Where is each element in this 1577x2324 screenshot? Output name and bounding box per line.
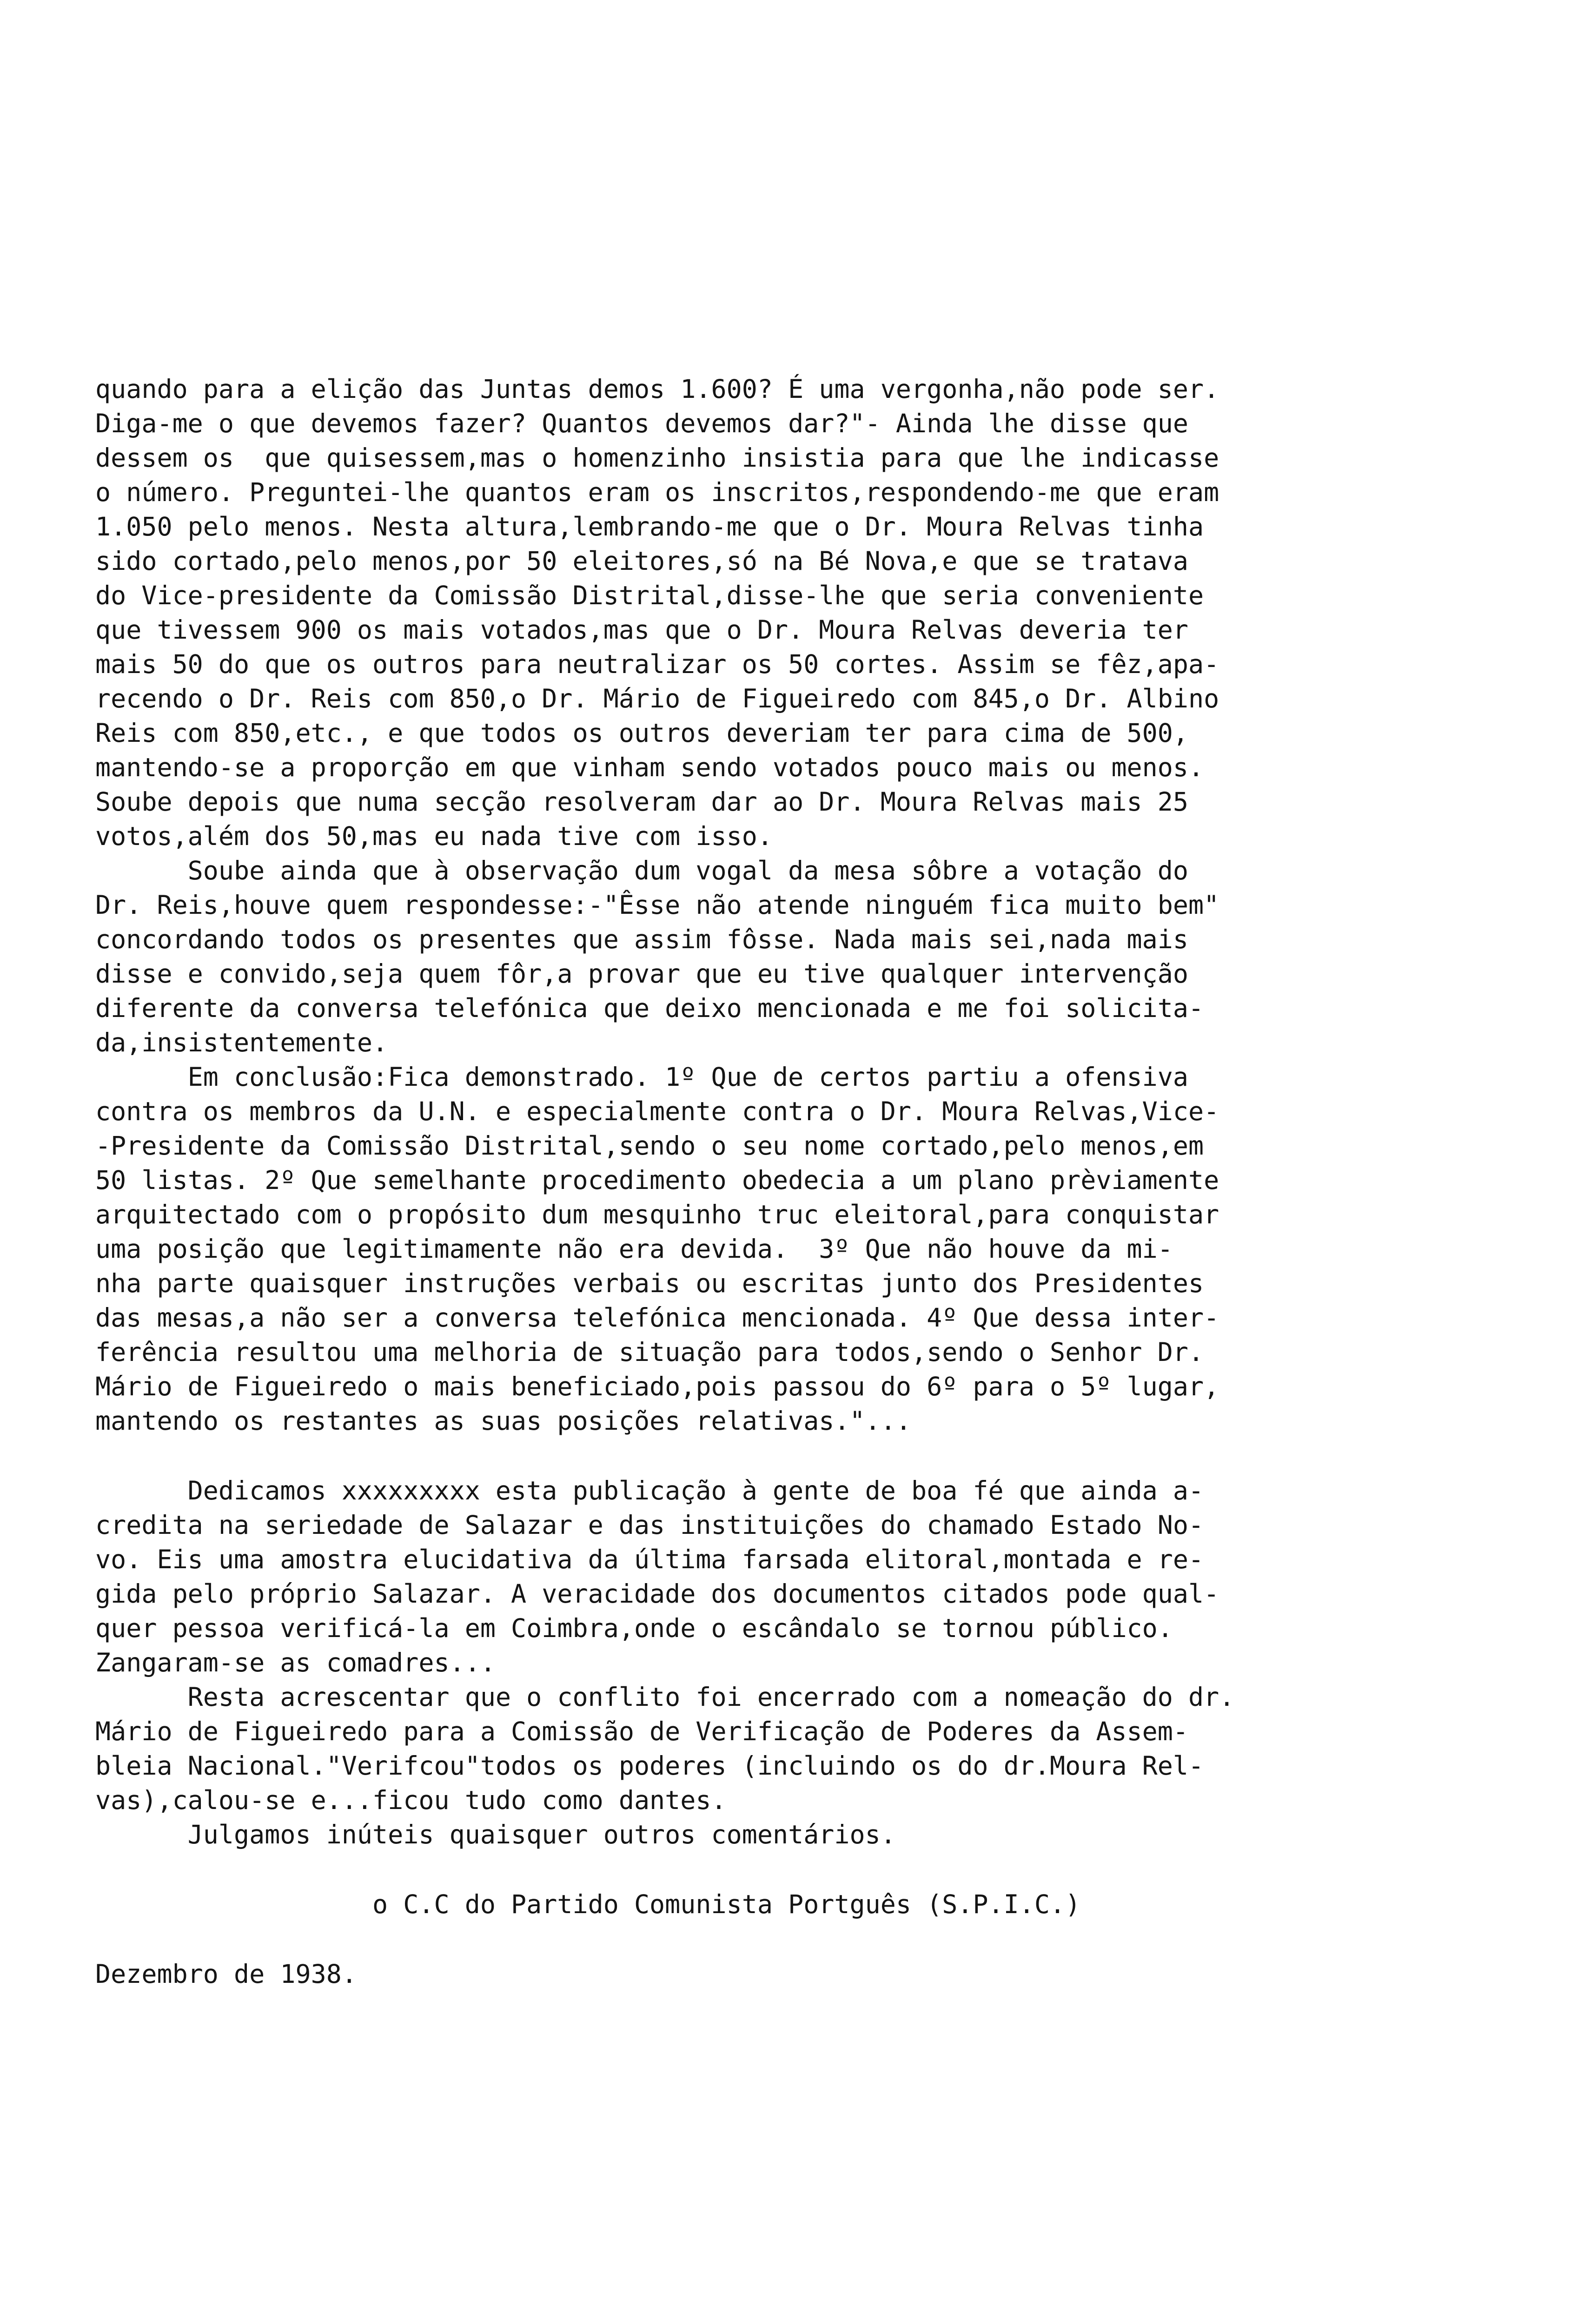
text-line: Mário de Figueiredo para a Comissão de Verificação de Poderes da Assem- [95,1717,1189,1746]
date-line: Dezembro de 1938. [95,1959,357,1989]
text-line: mantendo os restantes as suas posições relativas."... [95,1406,911,1436]
text-line: vas),calou-se e...ficou tudo como dantes. [95,1785,727,1815]
typewritten-text [95,372,1453,1991]
text-line: Em conclusão:Fica demonstrado. 1º Que de certos partiu a ofensiva [95,1062,1189,1092]
text-line: mais 50 do que os outros para neutralizar os 50 cortes. Assim se fêz,apa- [95,649,1219,679]
text-line: arquitectado com o propósito dum mesquinho truc eleitoral,para conquistar [95,1200,1219,1229]
text-line: concordando todos os presentes que assim fôsse. Nada mais sei,nada mais [95,924,1189,954]
text-line: Mário de Figueiredo o mais beneficiado,pois passou do 6º para o 5º lugar, [95,1372,1219,1401]
text-line: Resta acrescentar que o conflito foi encerrado com a nomeação do dr. [95,1682,1235,1712]
text-line: que tivessem 900 os mais votados,mas que o Dr. Moura Relvas deveria ter [95,615,1189,645]
text-line: o número. Preguntei-lhe quantos eram os inscritos,respondendo-me que eram [95,477,1219,507]
text-line: -Presidente da Comissão Distrital,sendo o seu nome cortado,pelo menos,em [95,1131,1204,1161]
text-line: Diga-me o que devemos fazer? Quantos devemos dar?"- Ainda lhe disse que [95,409,1189,438]
text-line: contra os membros da U.N. e especialmente contra o Dr. Moura Relvas,Vice- [95,1096,1219,1126]
text-line: votos,além dos 50,mas eu nada tive com isso. [95,821,773,851]
text-line: quando para a elição das Juntas demos 1.600? É uma vergonha,não pode ser. [95,374,1219,404]
text-line: nha parte quaisquer instruções verbais ou escritas junto dos Presidentes [95,1268,1204,1298]
text-line: disse e convido,seja quem fôr,a provar que eu tive qualquer intervenção [95,959,1189,989]
text-line: Soube depois que numa secção resolveram dar ao Dr. Moura Relvas mais 25 [95,787,1189,817]
text-line: credita na seriedade de Salazar e das instituições do chamado Estado No- [95,1510,1204,1540]
text-line: da,insistentemente. [95,1028,388,1057]
text-line: ferência resultou uma melhoria de situação para todos,sendo o Senhor Dr. [95,1337,1204,1367]
text-line: Reis com 850,etc., e que todos os outros deveriam ter para cima de 500, [95,718,1189,748]
text-line: mantendo-se a proporção em que vinham sendo votados pouco mais ou menos. [95,753,1204,782]
text-line: bleia Nacional."Verifcou"todos os poderes (incluindo os do dr.Moura Rel- [95,1751,1204,1781]
text-line: Soube ainda que à observação dum vogal da mesa sôbre a votação do [95,856,1189,885]
text-line: dessem os que quisessem,mas o homenzinho insistia para que lhe indicasse [95,443,1219,473]
text-line: das mesas,a não ser a conversa telefónica mencionada. 4º Que dessa inter- [95,1303,1219,1333]
text-line: quer pessoa verificá-la em Coimbra,onde o escândalo se tornou público. [95,1613,1173,1643]
text-line: 1.050 pelo menos. Nesta altura,lembrando-me que o Dr. Moura Relvas tinha [95,512,1204,541]
text-line: Julgamos inúteis quaisquer outros comentários. [95,1820,896,1849]
text-line: recendo o Dr. Reis com 850,o Dr. Mário de Figueiredo com 845,o Dr. Albino [95,684,1219,713]
text-line: sido cortado,pelo menos,por 50 eleitores,só na Bé Nova,e que se tratava [95,546,1189,576]
text-line: vo. Eis uma amostra elucidativa da última farsada elitoral,montada e re- [95,1545,1204,1574]
text-line: gida pelo próprio Salazar. A veracidade dos documentos citados pode qual- [95,1579,1219,1609]
text-line: Dr. Reis,houve quem respondesse:-"Êsse não atende ninguém fica muito bem" [95,890,1219,920]
text-line: diferente da conversa telefónica que deixo mencionada e me foi solicita- [95,993,1204,1023]
text-line: Dedicamos xxxxxxxxx esta publicação à gente de boa fé que ainda a- [95,1476,1204,1505]
text-line: do Vice-presidente da Comissão Distrital,disse-lhe que seria conveniente [95,581,1204,610]
signature-line: o C.C do Partido Comunista Portguês (S.P.I.C.) [95,1889,1081,1919]
text-line: 50 listas. 2º Que semelhante procedimento obedecia a um plano prèviamente [95,1165,1219,1195]
text-line: uma posição que legitimamente não era devida. 3º Que não houve da mi- [95,1234,1173,1264]
text-line: Zangaram-se as comadres... [95,1648,496,1677]
